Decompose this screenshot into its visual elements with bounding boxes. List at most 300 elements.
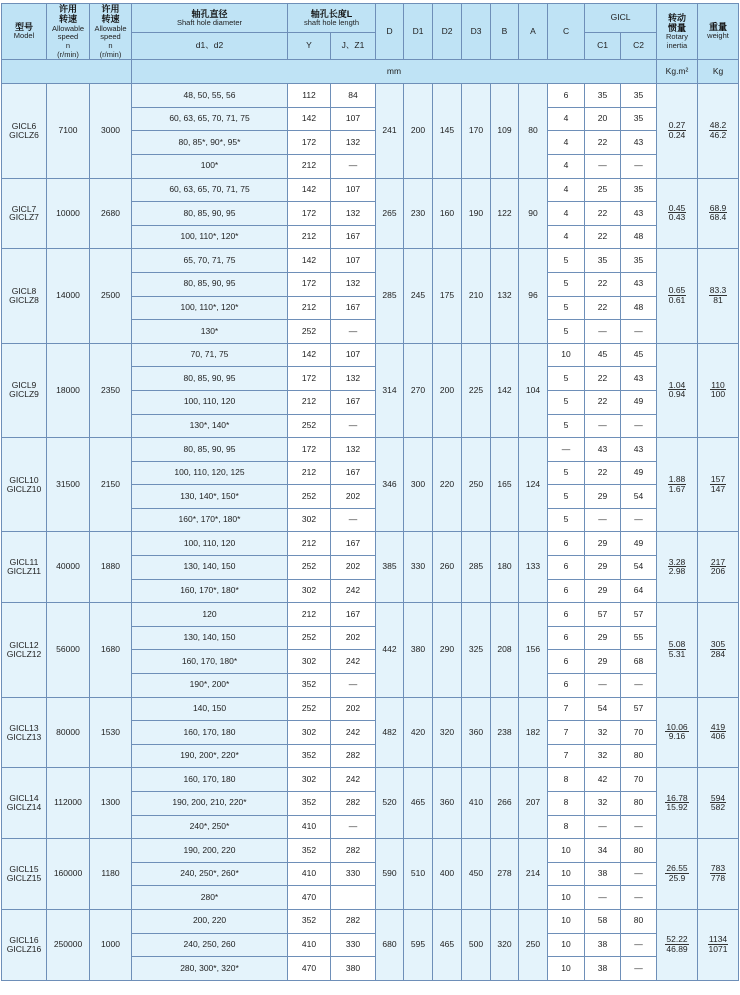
c-cell: — [548, 438, 585, 462]
hole-diameter-cell: 160, 170, 180* [132, 650, 288, 674]
weight-value [709, 286, 728, 304]
model-name: GICL6 GICLZ6 [9, 120, 39, 140]
hole-diameter-header-zh: 轴孔直径 [191, 8, 228, 19]
c1-cell: 29 [585, 626, 621, 650]
hole-diameter-cell: 160, 170, 180 [132, 768, 288, 792]
weight-value [710, 381, 726, 399]
c1-cell: 22 [585, 390, 621, 414]
dim-b-cell: 142 [491, 343, 519, 437]
inertia-value-bottom: 2.98 [668, 566, 686, 577]
inertia-value [668, 640, 687, 658]
length-jz-cell: 202 [331, 556, 376, 580]
dim-d1-cell: 200 [404, 84, 433, 178]
c-cell: 5 [548, 320, 585, 344]
c-cell: 5 [548, 249, 585, 273]
c2-cell: — [621, 508, 657, 532]
length-y-cell: 212 [288, 603, 331, 627]
c-cell: 10 [548, 933, 585, 957]
inertia-value [668, 475, 687, 493]
weight-value-top: 305 [710, 639, 726, 650]
speed1-cell: 18000 [47, 343, 90, 437]
c2-cell: 43 [621, 367, 657, 391]
dim-d-cell: 346 [376, 438, 404, 532]
length-y-cell: 142 [288, 249, 331, 273]
c1-cell: 25 [585, 178, 621, 202]
c1-cell: 43 [585, 438, 621, 462]
c2-cell: 48 [621, 296, 657, 320]
hole-diameter-cell: 100, 110*, 120* [132, 296, 288, 320]
hole-diameter-cell: 60, 63, 65, 70, 71, 75 [132, 178, 288, 202]
inertia-value-top: 52.22 [666, 934, 688, 945]
table-row [2, 839, 739, 863]
length-jz-cell: 167 [331, 390, 376, 414]
speed2-cell: 2350 [90, 343, 132, 437]
length-jz-cell [331, 886, 376, 910]
c1-cell: 22 [585, 296, 621, 320]
c1-cell: — [585, 508, 621, 532]
c-cell: 5 [548, 367, 585, 391]
weight-value [710, 558, 726, 576]
weight-value-bottom: 206 [710, 566, 726, 577]
length-y-cell: 352 [288, 839, 331, 863]
table-row [2, 178, 739, 202]
speed1-cell: 14000 [47, 249, 90, 343]
dim-d-cell: 482 [376, 697, 404, 768]
speed1-header-zh: 许用 转速 [58, 4, 77, 25]
length-jz-cell: 202 [331, 626, 376, 650]
dim-d2-cell: 220 [433, 438, 462, 532]
c2-cell: 57 [621, 697, 657, 721]
speed1-header-en: Allowable speed n (r/min) [51, 23, 85, 59]
weight-cell [698, 532, 739, 603]
dim-d3-cell: 190 [462, 178, 491, 249]
inertia-value-bottom: 1.67 [668, 483, 686, 494]
inertia-value-top: 1.88 [668, 474, 686, 485]
c-cell: 10 [548, 909, 585, 933]
inertia-value [668, 286, 687, 304]
dim-b-cell: 180 [491, 532, 519, 603]
weight-value-bottom: 582 [710, 802, 726, 813]
hole-diameter-cell: 240, 250*, 260* [132, 862, 288, 886]
inertia-cell [657, 603, 698, 697]
length-y-cell: 172 [288, 367, 331, 391]
inertia-value-bottom: 9.16 [668, 731, 686, 742]
model-name: GICL8 GICLZ8 [9, 286, 39, 306]
c-cell: 10 [548, 886, 585, 910]
inertia-header [657, 4, 698, 60]
length-y-cell: 352 [288, 792, 331, 816]
hole-diameter-cell: 240*, 250* [132, 815, 288, 839]
weight-cell [698, 909, 739, 980]
hole-diameter-cell: 130, 140, 150 [132, 626, 288, 650]
inertia-value-bottom: 5.31 [668, 648, 686, 659]
dim-b-cell: 165 [491, 438, 519, 532]
unit-blank [2, 60, 132, 84]
inertia-value-top: 1.04 [668, 379, 686, 390]
model-name: GICL9 GICLZ9 [9, 380, 39, 400]
weight-value-top: 157 [710, 474, 726, 485]
c2-cell: 43 [621, 438, 657, 462]
inertia-value-top: 3.28 [668, 556, 686, 567]
c1-cell: 57 [585, 603, 621, 627]
length-jz-cell: 107 [331, 249, 376, 273]
length-jz-cell: 202 [331, 697, 376, 721]
speed2-cell: 1530 [90, 697, 132, 768]
c2-cell: 54 [621, 556, 657, 580]
dim-d-cell: 314 [376, 343, 404, 437]
y-header: Y [288, 33, 331, 60]
c1-cell: 38 [585, 933, 621, 957]
inertia-value [668, 558, 687, 576]
weight-header [698, 4, 739, 60]
length-jz-cell: 132 [331, 272, 376, 296]
speed2-cell: 1180 [90, 839, 132, 910]
hole-diameter-cell: 190, 200*, 220* [132, 744, 288, 768]
c2-cell: 55 [621, 626, 657, 650]
inertia-cell [657, 84, 698, 178]
length-y-cell: 352 [288, 744, 331, 768]
c2-cell: 35 [621, 107, 657, 131]
c1-cell: 29 [585, 532, 621, 556]
length-y-cell: 142 [288, 107, 331, 131]
weight-cell [698, 603, 739, 697]
c2-cell: — [621, 674, 657, 698]
c-cell: 6 [548, 556, 585, 580]
dim-d2-cell: 160 [433, 178, 462, 249]
c2-cell: — [621, 957, 657, 981]
D1-header: D1 [404, 4, 433, 60]
dim-d3-cell: 325 [462, 603, 491, 697]
inertia-value [668, 381, 687, 399]
weight-value [708, 935, 728, 953]
inertia-cell [657, 909, 698, 980]
hole-diameter-cell: 48, 50, 55, 56 [132, 84, 288, 108]
c1-cell: — [585, 154, 621, 178]
speed1-cell: 80000 [47, 697, 90, 768]
c-cell: 7 [548, 697, 585, 721]
c1-cell: 22 [585, 131, 621, 155]
table-row [2, 343, 739, 367]
weight-cell [698, 839, 739, 910]
dim-d2-cell: 200 [433, 343, 462, 437]
c1-cell: — [585, 320, 621, 344]
length-jz-cell: 282 [331, 792, 376, 816]
dim-d1-cell: 230 [404, 178, 433, 249]
dim-b-cell: 132 [491, 249, 519, 343]
model-cell [2, 697, 47, 768]
model-cell [2, 178, 47, 249]
c2-cell: 64 [621, 579, 657, 603]
hole-diameter-cell: 130, 140, 150 [132, 556, 288, 580]
weight-value-bottom: 284 [710, 648, 726, 659]
hole-diameter-cell: 130* [132, 320, 288, 344]
c-cell: 6 [548, 603, 585, 627]
length-jz-cell: — [331, 414, 376, 438]
table-row [2, 249, 739, 273]
weight-value-bottom: 406 [710, 731, 726, 742]
model-cell [2, 343, 47, 437]
c2-cell: 57 [621, 603, 657, 627]
dim-a-cell: 96 [519, 249, 548, 343]
dim-d3-cell: 250 [462, 438, 491, 532]
dim-d-cell: 520 [376, 768, 404, 839]
dim-a-cell: 182 [519, 697, 548, 768]
c-cell: 6 [548, 674, 585, 698]
model-cell [2, 603, 47, 697]
weight-value-top: 217 [710, 556, 726, 567]
weight-value [710, 864, 726, 882]
c-cell: 6 [548, 532, 585, 556]
hole-diameter-cell: 100, 110*, 120* [132, 225, 288, 249]
inertia-value [665, 935, 688, 953]
dim-d2-cell: 400 [433, 839, 462, 910]
c1-cell: 32 [585, 721, 621, 745]
c-cell: 5 [548, 272, 585, 296]
D2-header: D2 [433, 4, 462, 60]
c2-cell: — [621, 886, 657, 910]
table-row [2, 603, 739, 627]
weight-value [710, 794, 726, 812]
inertia-cell [657, 438, 698, 532]
c-cell: 5 [548, 296, 585, 320]
jz-header: J、Z1 [331, 33, 376, 60]
length-y-cell: 172 [288, 202, 331, 226]
length-y-cell: 212 [288, 296, 331, 320]
dim-a-cell: 133 [519, 532, 548, 603]
model-name: GICL10 GICLZ10 [6, 474, 42, 494]
inertia-value-top: 10.06 [666, 721, 688, 732]
c-cell: 5 [548, 414, 585, 438]
hole-diameter-header-en: Shaft hole diameter [176, 17, 243, 27]
dim-a-cell: 207 [519, 768, 548, 839]
c1-cell: 22 [585, 202, 621, 226]
c1-cell: — [585, 674, 621, 698]
c1-cell: 35 [585, 249, 621, 273]
model-cell [2, 839, 47, 910]
speed2-header-zh: 许用 转速 [101, 4, 120, 25]
inertia-value-top: 0.27 [668, 120, 686, 131]
c1-header: C1 [585, 33, 621, 60]
hole-diameter-cell: 190, 200, 220 [132, 839, 288, 863]
length-y-cell: 252 [288, 414, 331, 438]
length-y-cell: 172 [288, 131, 331, 155]
c1-cell: 38 [585, 957, 621, 981]
c1-cell: 20 [585, 107, 621, 131]
hole-diameter-cell: 200, 220 [132, 909, 288, 933]
model-name: GICL14 GICLZ14 [6, 793, 42, 813]
inertia-value-top: 16.78 [666, 792, 688, 803]
length-jz-cell: 242 [331, 650, 376, 674]
c-cell: 10 [548, 862, 585, 886]
length-jz-cell: 282 [331, 909, 376, 933]
c-cell: 8 [548, 815, 585, 839]
c2-cell: 68 [621, 650, 657, 674]
model-cell [2, 249, 47, 343]
model-cell [2, 532, 47, 603]
inertia-header-zh: 转动 惯量 [668, 12, 687, 33]
dim-d-cell: 265 [376, 178, 404, 249]
dim-b-cell: 278 [491, 839, 519, 910]
model-header [2, 4, 47, 60]
c1-cell: 22 [585, 367, 621, 391]
c2-cell: 80 [621, 909, 657, 933]
length-jz-cell: 330 [331, 862, 376, 886]
c2-cell: 35 [621, 84, 657, 108]
c2-cell: 80 [621, 744, 657, 768]
dim-d2-cell: 290 [433, 603, 462, 697]
speed1-cell: 250000 [47, 909, 90, 980]
model-name: GICL7 GICLZ7 [9, 203, 39, 223]
inertia-cell [657, 249, 698, 343]
table-row [2, 532, 739, 556]
weight-header-en: weight [707, 31, 729, 41]
c2-cell: — [621, 815, 657, 839]
dim-d3-cell: 410 [462, 768, 491, 839]
dim-a-cell: 124 [519, 438, 548, 532]
length-y-cell: 252 [288, 626, 331, 650]
c-cell: 10 [548, 839, 585, 863]
inertia-cell [657, 343, 698, 437]
dim-d3-cell: 225 [462, 343, 491, 437]
inertia-cell [657, 697, 698, 768]
speed1-cell: 40000 [47, 532, 90, 603]
weight-value [709, 204, 728, 222]
speed2-cell: 1300 [90, 768, 132, 839]
inertia-value-bottom: 25.9 [668, 872, 686, 883]
c2-cell: 80 [621, 792, 657, 816]
c2-cell: — [621, 862, 657, 886]
c-cell: 10 [548, 343, 585, 367]
dim-a-cell: 90 [519, 178, 548, 249]
length-y-cell: 302 [288, 721, 331, 745]
dim-a-cell: 214 [519, 839, 548, 910]
weight-cell [698, 768, 739, 839]
length-jz-cell: — [331, 674, 376, 698]
length-y-cell: 212 [288, 532, 331, 556]
dim-d1-cell: 270 [404, 343, 433, 437]
model-cell [2, 768, 47, 839]
c1-cell: 54 [585, 697, 621, 721]
model-name: GICL11 GICLZ11 [7, 557, 41, 577]
dim-d1-cell: 510 [404, 839, 433, 910]
inertia-value-bottom: 15.92 [666, 802, 688, 813]
table-row [2, 768, 739, 792]
table-row [2, 84, 739, 108]
hole-diameter-cell: 140, 150 [132, 697, 288, 721]
c1-cell: 22 [585, 461, 621, 485]
weight-value [710, 723, 726, 741]
length-jz-cell: — [331, 154, 376, 178]
hole-diameter-cell: 160, 170*, 180* [132, 579, 288, 603]
hole-diameter-cell: 60, 63, 65, 70, 71, 75 [132, 107, 288, 131]
hole-diameter-cell: 80, 85, 90, 95 [132, 438, 288, 462]
speed2-cell: 1000 [90, 909, 132, 980]
speed2-header-en: Allowable speed n (r/min) [94, 23, 127, 59]
length-jz-cell: 380 [331, 957, 376, 981]
c-cell: 5 [548, 485, 585, 509]
c2-cell: — [621, 414, 657, 438]
unit-weight: Kg [698, 60, 739, 84]
weight-value-bottom: 778 [710, 872, 726, 883]
hole-diameter-cell: 65, 70, 71, 75 [132, 249, 288, 273]
c-cell: 5 [548, 390, 585, 414]
inertia-cell [657, 768, 698, 839]
weight-header-zh: 重量 [709, 22, 728, 33]
c-cell: 4 [548, 131, 585, 155]
inertia-cell [657, 839, 698, 910]
hole-diameter-cell: 130, 140*, 150* [132, 485, 288, 509]
length-y-cell: 352 [288, 674, 331, 698]
c2-cell: 43 [621, 131, 657, 155]
weight-cell [698, 249, 739, 343]
dim-b-cell: 122 [491, 178, 519, 249]
c-cell: 4 [548, 202, 585, 226]
length-jz-cell: 107 [331, 343, 376, 367]
weight-value-top: 48.2 [709, 120, 727, 131]
dim-d3-cell: 170 [462, 84, 491, 178]
hole-diameter-cell: 190*, 200* [132, 674, 288, 698]
c1-cell: 29 [585, 485, 621, 509]
dim-a-cell: 80 [519, 84, 548, 178]
dim-d3-cell: 450 [462, 839, 491, 910]
weight-cell [698, 178, 739, 249]
inertia-value-top: 0.65 [668, 285, 686, 296]
length-y-cell: 410 [288, 933, 331, 957]
c-cell: 7 [548, 744, 585, 768]
c-cell: 5 [548, 508, 585, 532]
dim-d2-cell: 360 [433, 768, 462, 839]
dim-d3-cell: 360 [462, 697, 491, 768]
c-cell: 8 [548, 768, 585, 792]
c1-cell: 45 [585, 343, 621, 367]
speed1-cell: 10000 [47, 178, 90, 249]
c1-cell: — [585, 414, 621, 438]
length-y-cell: 302 [288, 579, 331, 603]
c2-cell: 43 [621, 202, 657, 226]
c2-cell: 35 [621, 178, 657, 202]
dim-d-cell: 285 [376, 249, 404, 343]
D3-header: D3 [462, 4, 491, 60]
length-y-cell: 302 [288, 768, 331, 792]
hole-diameter-cell: 80, 85*, 90*, 95* [132, 131, 288, 155]
dim-d1-cell: 245 [404, 249, 433, 343]
c2-cell: 54 [621, 485, 657, 509]
length-jz-cell: — [331, 815, 376, 839]
c1-cell: 32 [585, 744, 621, 768]
c2-cell: — [621, 320, 657, 344]
c2-cell: 49 [621, 461, 657, 485]
dim-d2-cell: 465 [433, 909, 462, 980]
hole-diameter-cell: 160*, 170*, 180* [132, 508, 288, 532]
inertia-value-top: 0.45 [668, 202, 686, 213]
c1-cell: 42 [585, 768, 621, 792]
weight-value-bottom: 147 [710, 483, 726, 494]
c-cell: 10 [548, 957, 585, 981]
hole-diameter-cell: 70, 71, 75 [132, 343, 288, 367]
gicl-header: GICL [585, 4, 657, 33]
dim-d3-cell: 210 [462, 249, 491, 343]
weight-cell [698, 84, 739, 178]
length-y-cell: 212 [288, 390, 331, 414]
hole-diameter-cell: 280, 300*, 320* [132, 957, 288, 981]
inertia-value-bottom: 0.94 [668, 389, 686, 400]
table-row [2, 909, 739, 933]
length-y-cell: 172 [288, 438, 331, 462]
dim-d-cell: 385 [376, 532, 404, 603]
weight-cell [698, 697, 739, 768]
length-jz-cell: 132 [331, 202, 376, 226]
c1-cell: 22 [585, 225, 621, 249]
